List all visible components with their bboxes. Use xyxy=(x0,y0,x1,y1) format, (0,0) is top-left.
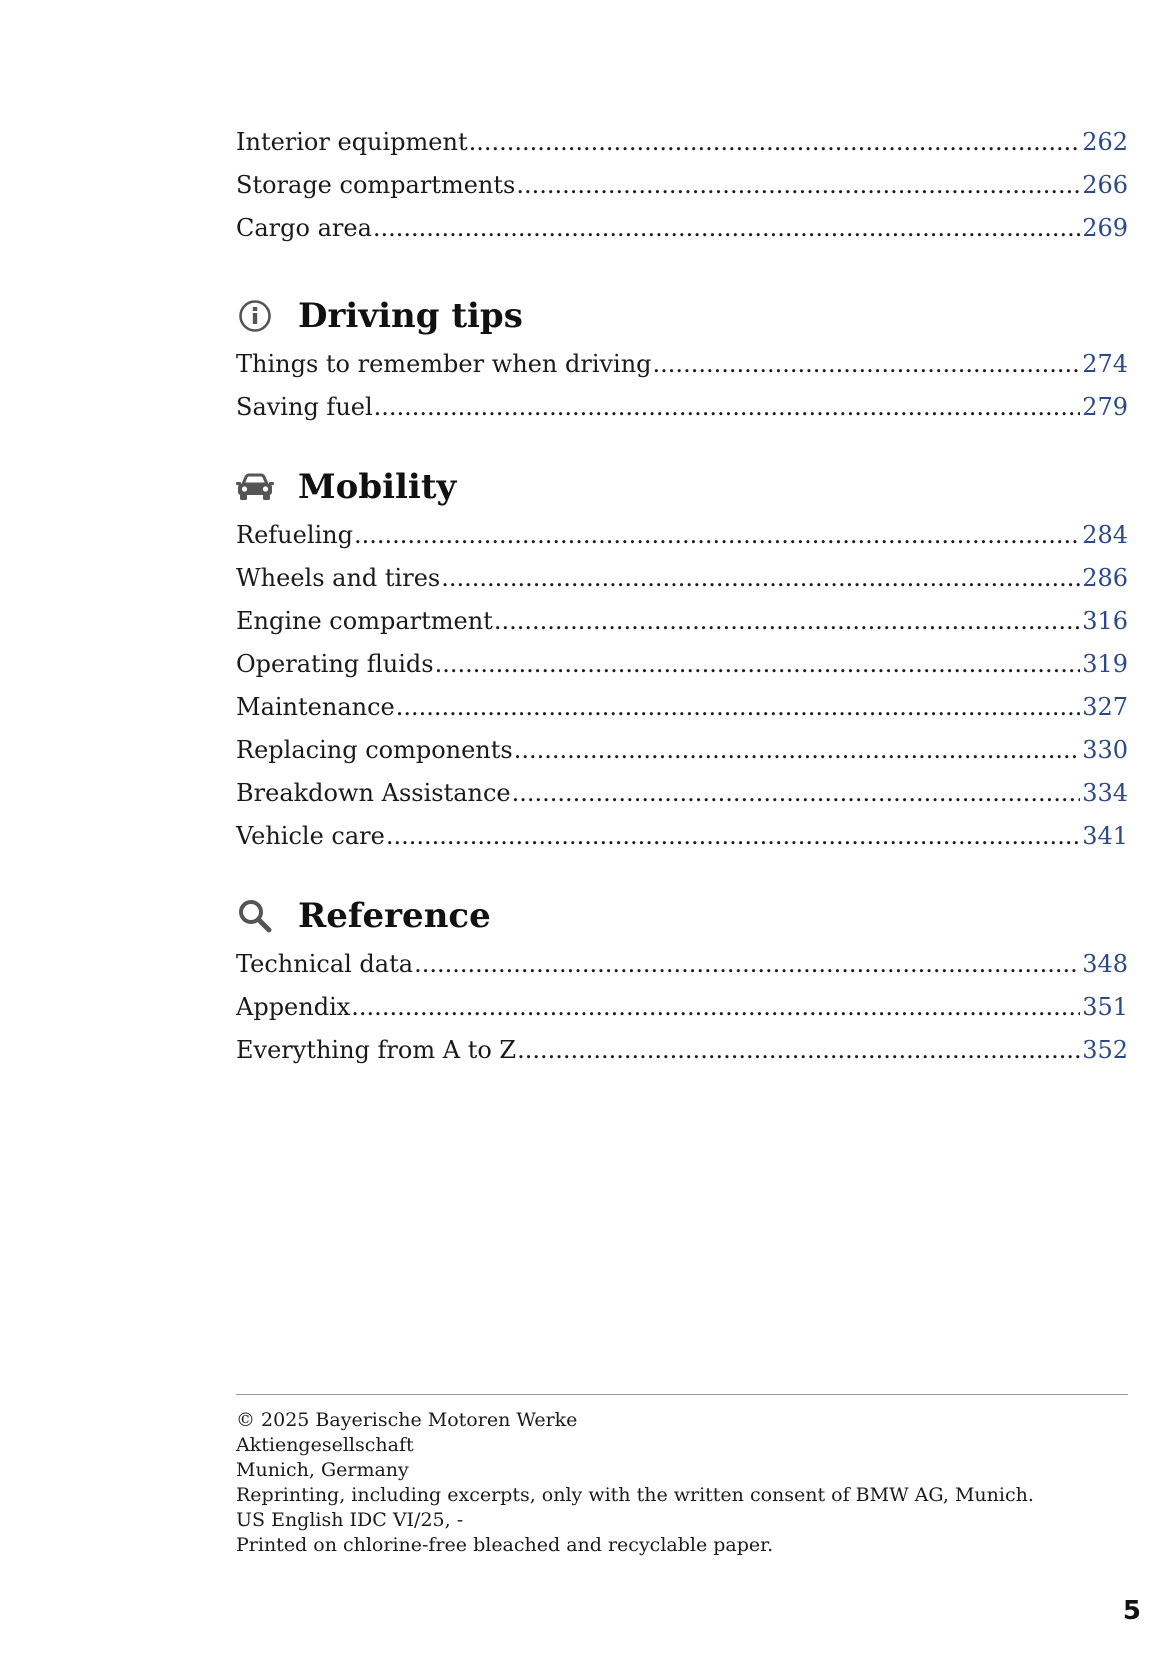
toc-leader-dots xyxy=(469,122,1081,162)
toc-entry-title: Wheels and tires xyxy=(236,564,441,592)
toc-entry-breakdown-assistance[interactable] xyxy=(236,773,1128,813)
toc-page-link[interactable]: 319 xyxy=(1082,650,1128,678)
toc-entry-everything-a-to-z[interactable] xyxy=(236,1030,1128,1070)
page-number: 5 xyxy=(1122,1596,1141,1626)
toc-leader-dots xyxy=(441,558,1080,598)
magnifier-icon xyxy=(236,897,274,935)
section-title: Reference xyxy=(298,896,491,936)
toc-page-link[interactable]: 284 xyxy=(1082,521,1128,549)
toc-entry-things-to-remember[interactable] xyxy=(236,344,1128,384)
toc-entry-engine-compartment[interactable] xyxy=(236,601,1128,641)
section-heading-reference[interactable] xyxy=(236,890,491,942)
toc-page-link[interactable]: 351 xyxy=(1082,993,1128,1021)
toc-entry-title: Vehicle care xyxy=(236,822,385,850)
toc-leader-dots xyxy=(414,944,1080,984)
toc-page-link[interactable]: 266 xyxy=(1082,171,1128,199)
toc-entry-vehicle-care[interactable] xyxy=(236,816,1128,856)
footer-divider xyxy=(236,1394,1128,1395)
toc-entry-title: Technical data xyxy=(236,950,414,978)
toc-entry-appendix[interactable] xyxy=(236,987,1128,1027)
car-front-icon xyxy=(236,468,274,506)
section-title: Mobility xyxy=(298,467,457,507)
toc-entry-title: Operating fluids xyxy=(236,650,434,678)
toc-leader-dots xyxy=(514,730,1080,770)
reprint-notice: Reprinting, including excerpts, only with the written consent of BMW AG, Munich. xyxy=(236,1484,1034,1506)
toc-page-link[interactable]: 334 xyxy=(1082,779,1128,807)
toc-entry-title: Cargo area xyxy=(236,214,372,242)
copyright-line: © 2025 Bayerische Motoren Werke xyxy=(236,1409,578,1431)
toc-entry-maintenance[interactable] xyxy=(236,687,1128,727)
toc-entry-storage-compartments[interactable] xyxy=(236,165,1128,205)
toc-leader-dots xyxy=(373,208,1080,248)
toc-entry-refueling[interactable] xyxy=(236,515,1128,555)
imprint-footer xyxy=(236,1408,1128,1558)
toc-page-link[interactable]: 286 xyxy=(1082,564,1128,592)
toc-entry-title: Saving fuel xyxy=(236,393,373,421)
toc-leader-dots xyxy=(653,344,1081,384)
toc-leader-dots xyxy=(354,515,1080,555)
toc-leader-dots xyxy=(516,165,1080,205)
edition-line: US English IDC VI/25, - xyxy=(236,1509,464,1531)
toc-entry-replacing-components[interactable] xyxy=(236,730,1128,770)
toc-page-link[interactable]: 279 xyxy=(1082,393,1128,421)
toc-page-link[interactable]: 316 xyxy=(1082,607,1128,635)
toc-entry-title: Breakdown Assistance xyxy=(236,779,511,807)
toc-page-link[interactable]: 274 xyxy=(1082,350,1128,378)
toc-entry-title: Things to remember when driving xyxy=(236,350,652,378)
toc-page-link[interactable]: 262 xyxy=(1082,128,1128,156)
toc-page-link[interactable]: 327 xyxy=(1082,693,1128,721)
toc-entry-title: Storage compartments xyxy=(236,171,516,199)
toc-leader-dots xyxy=(386,816,1080,856)
toc-entry-title: Replacing components xyxy=(236,736,513,764)
toc-entry-saving-fuel[interactable] xyxy=(236,387,1128,427)
toc-leader-dots xyxy=(351,987,1080,1027)
section-title: Driving tips xyxy=(298,296,523,336)
toc-leader-dots xyxy=(396,687,1080,727)
toc-leader-dots xyxy=(517,1030,1080,1070)
toc-entry-interior-equipment[interactable] xyxy=(236,122,1128,162)
location-line: Munich, Germany xyxy=(236,1459,409,1481)
toc-entry-title: Appendix xyxy=(236,993,351,1021)
toc-page-link[interactable]: 330 xyxy=(1082,736,1128,764)
toc-entry-operating-fluids[interactable] xyxy=(236,644,1128,684)
toc-entry-title: Engine compartment xyxy=(236,607,493,635)
company-line: Aktiengesellschaft xyxy=(236,1434,414,1456)
info-circle-icon xyxy=(236,297,274,335)
toc-entry-technical-data[interactable] xyxy=(236,944,1128,984)
toc-page-link[interactable]: 341 xyxy=(1082,822,1128,850)
toc-page-link[interactable]: 348 xyxy=(1082,950,1128,978)
toc-leader-dots xyxy=(435,644,1081,684)
toc-page-link[interactable]: 352 xyxy=(1082,1036,1128,1064)
toc-page-link[interactable]: 269 xyxy=(1082,214,1128,242)
section-heading-mobility[interactable] xyxy=(236,461,456,513)
toc-entry-title: Refueling xyxy=(236,521,353,549)
toc-entry-title: Everything from A to Z xyxy=(236,1036,517,1064)
toc-entry-title: Interior equipment xyxy=(236,128,468,156)
paper-notice: Printed on chlorine-free bleached and recyclable paper. xyxy=(236,1534,774,1556)
toc-page xyxy=(236,0,1128,1653)
toc-leader-dots xyxy=(512,773,1081,813)
toc-entry-title: Maintenance xyxy=(236,693,395,721)
toc-leader-dots xyxy=(494,601,1080,641)
toc-entry-cargo-area[interactable] xyxy=(236,208,1128,248)
section-heading-driving-tips[interactable] xyxy=(236,290,523,342)
toc-entry-wheels-and-tires[interactable] xyxy=(236,558,1128,598)
toc-leader-dots xyxy=(374,387,1081,427)
